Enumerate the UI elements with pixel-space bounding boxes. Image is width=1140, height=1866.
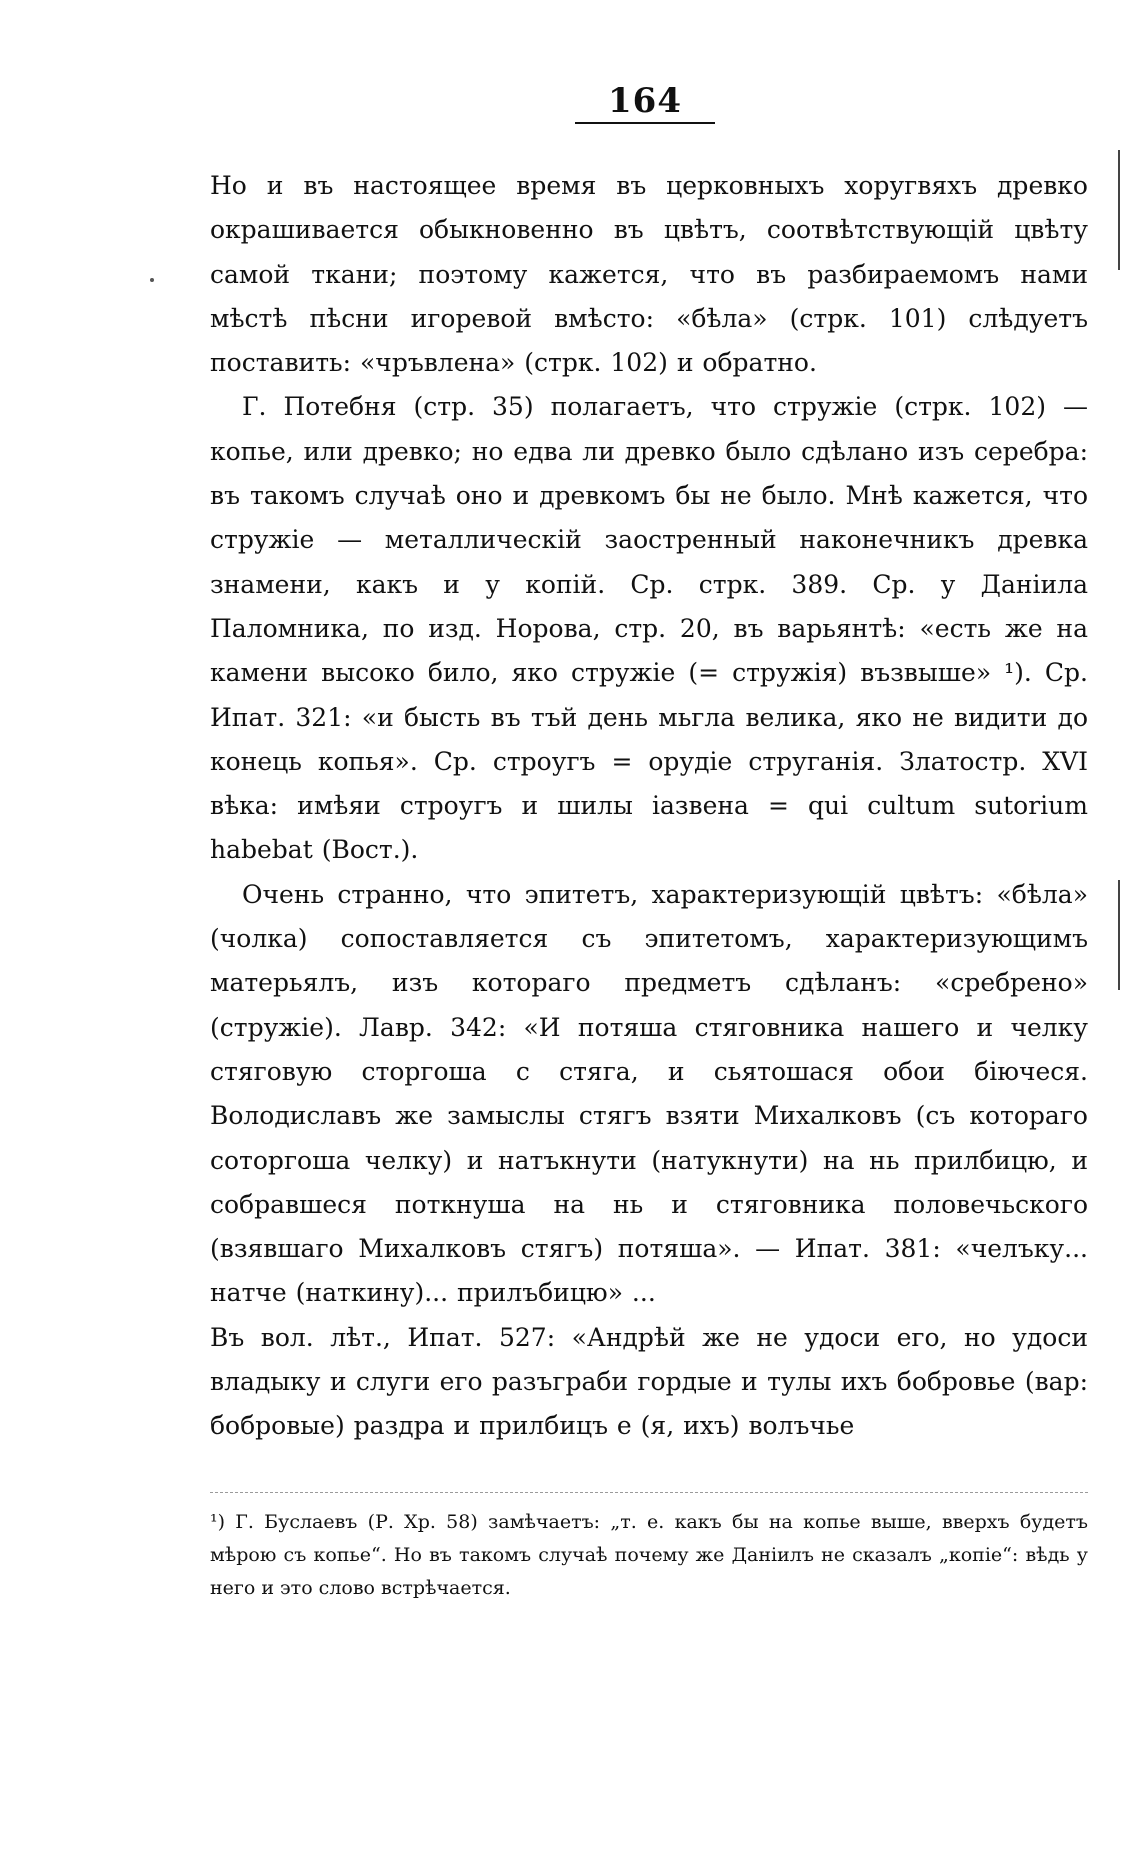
margin-mark <box>150 278 154 282</box>
paragraph-3: Очень странно, что эпитетъ, характеризующій цвѣтъ: «бѣла» (чолка) сопоставляется съ эпитетомъ, характеризующимъ матерьялъ, изъ котораго предметъ сдѣланъ: «сребрено» (стружіе). Лавр. 342: «И потяша стяговника нашего и челку стяговую сторгоша с стяга, и сьятошася обои біючеся. Володиславъ же замыслы стягъ взяти Михалковъ (съ котораго соторгоша челку) и натъкнути (натукнути) на нь прилбицю, и собравшеся поткнуша на нь и стяговника половечьского (взявшаго Михалковъ стягъ) потяша». — Ипат. 381: «челъку... натче (наткину)... прилъбицю» ... <box>210 879 1088 1308</box>
margin-rule-middle <box>1118 880 1120 990</box>
paragraph-2: Г. Потебня (стр. 35) полагаетъ, что стружіе (стрк. 102) — копье, или древко; но едва ли древко было сдѣлано изъ серебра: въ такомъ случаѣ оно и древкомъ бы не было. Мнѣ кажется, что стружіе — металлическій заостренный наконечникъ древка знамени, какъ и у копій. Ср. стрк. 389. Ср. у Даніила Паломника, по изд. Норова, стр. 20, въ варьянтѣ: «есть же на камени высоко било, яко стружіе (= стружія) възвыше» ¹). Ср. Ипат. 321: «и бысть въ тъй день мьгла велика, яко не видити до конець копья». Ср. строугъ = орудіе струганія. Златостр. XVI вѣка: имѣяи строугъ и шилы іазвена = qui cultum sutorium habebat (Вост.). <box>210 392 1088 865</box>
margin-rule-top <box>1118 150 1120 270</box>
footnote-1: ¹) Г. Буслаевъ (Р. Хр. 58) замѣчаетъ: „т. е. какъ бы на копье выше, вверхъ будетъ мѣрою съ копье“. Но въ такомъ случаѣ почему же Даніилъ не сказалъ „копіе“: вѣдь у него и это слово встрѣчается. <box>210 1511 1088 1599</box>
header-rule <box>575 122 715 124</box>
main-text <box>210 164 1088 1449</box>
footnote-separator <box>210 1492 1088 1494</box>
paragraph-1: Но и въ настоящее время въ церковныхъ хоругвяхъ древко окрашивается обыкновенно въ цвѣтъ, соотвѣтствующій цвѣту самой ткани; поэтому кажется, что въ разбираемомъ нами мѣстѣ пѣсни игоревой вмѣсто: «бѣла» (стрк. 101) слѣдуетъ поставить: «чръвлена» (стрк. 102) и обратно. <box>210 171 1088 378</box>
page-header <box>575 82 715 124</box>
page-number: 164 <box>608 81 682 121</box>
footnotes <box>210 1506 1088 1605</box>
paragraph-4: Въ вол. лѣт., Ипат. 527: «Андрѣй же не удоси его, но удоси владыку и слуги его разъграби гордые и тулы ихъ бобровье (вар: бобровые) раздра и прилбицъ е (я, ихъ) волъчье <box>210 1322 1088 1441</box>
